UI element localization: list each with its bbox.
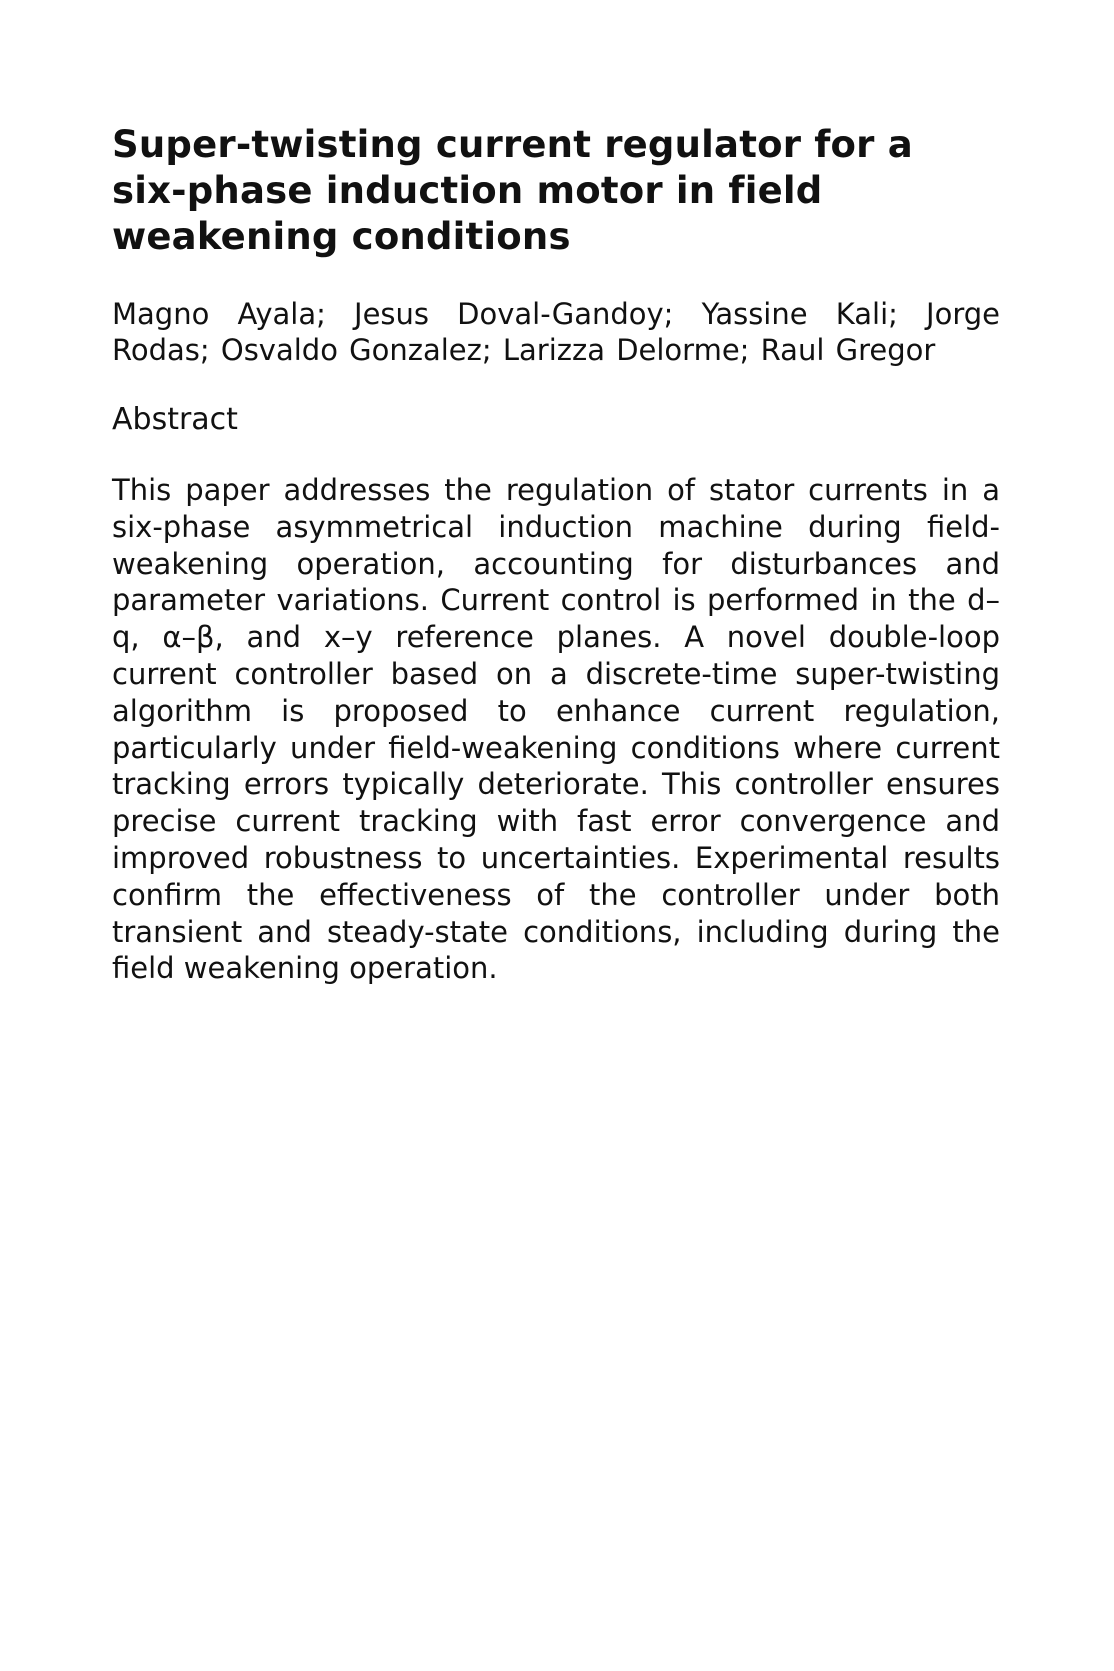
abstract-heading: Abstract (112, 402, 238, 437)
paper-title: Super-twisting current regulator for a six-phase induction motor in field weakening conditions (112, 123, 913, 258)
paper-page (112, 122, 1000, 987)
abstract-text: This paper addresses the regulation of stator currents in a six-phase asymmetrical induction machine during field-weakening operation, accounting for disturbances and parameter variations. Current control is performed in the d–q, α–β, and x–y reference planes. A novel double-loop current controller based on a discrete-time super-twisting algorithm is proposed to enhance current regulation, particularly under field-weakening conditions where current tracking errors typically deteriorate. This controller ensures precise current tracking with fast error convergence and improved robustness to uncertainties. Experimental results confirm the effectiveness of the controller under both transient and steady-state conditions, including during the field weakening operation. (112, 473, 1000, 986)
author-list: Magno Ayala; Jesus Doval-Gandoy; Yassine Kali; Jorge Rodas; Osvaldo Gonzalez; Larizza Delorme; Raul Gregor (112, 297, 1000, 367)
